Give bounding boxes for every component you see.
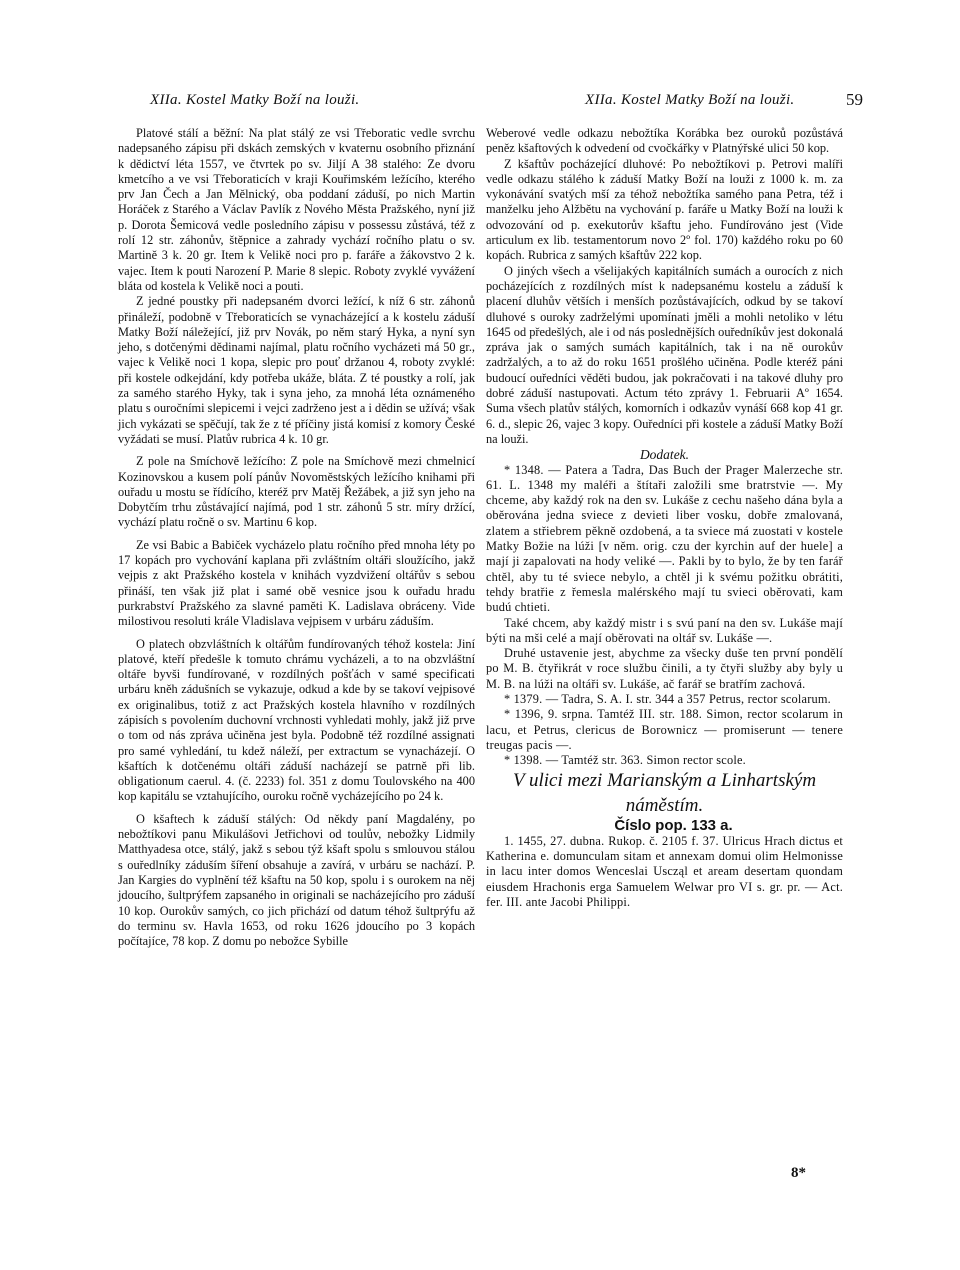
entry-1455: 1. 1455, 27. dubna. Rukop. č. 2105 f. 37. Ulricus Hrach dictus et Katherina e. domunculam sitam et annexam domui olim Helmonisse in lacu inter domos Wenceslai Uscząl et aream desertam quondam eiusdem Hrachonis erga Samuelem Welwar pro VI s. gr. pr. — Act. fer. III. ante Jacobi Philippi. (486, 833, 843, 909)
page-number: 59 (846, 90, 863, 109)
printer-signature-mark: 8* (791, 1165, 806, 1181)
paragraph-platy-oltare: O platech obzvláštních k oltářům fundírovaných téhož kostela: Jiní platové, kteří předešle k tomuto chrámu vycházeli, a to na obzvláštní oltáře byvši fundírované, v rozdílných pošťách v samé specificati urbáru kněh zádušních se vykazuje, odkud a kde by se takoví vejpisové ex originalibus, totiž z act Pražských kostela hlavního v rozdílných zápisích s povolením duchovní vrchnosti vyhledati mohly, jakž již prve o tom od nás zpráva učiněna jest byla. Podobně též rozdílné assignati pro samé vyhledání, tu kdež náleží, per extractum se vynacházejí. O kšaftích k dotčenému oltáři záduší nacházejí se patrně při lib. obligationum caerul. 4. (č. 2233) fol. 351 z domu Toulovského na 400 kop kapitálu se vztahujícího, ouroku ročně vycházejícího po 24 k. (118, 636, 475, 804)
paragraph-ksafty-stale: O kšaftech k záduší stálých: Od někdy paní Magdalény, po nebožtíkovi panu Mikulášovi Jetřichovi od toulův, nebožky Lidmily Matthyadesa otce, stálý, jakž s sebou týž kšaft spolu s smlouvou stálou s ouředlníky záduším šíření obsahuje a zavírá, v urbáru se nachází. P. Jan Kargies do vyplnění též kšaftu na 50 kop, spolu i s ourokem na něj jdoucího, šultprýfem zapsaného in originali se nacházejícího pro záduší 10 kop. Ourokův samých, co jich přichází od datum téhož šultprýfu až do terminu sv. Havla 1653, od roku 1626 jdoucího po 3 kopách počítajíce, 78 kop. Z domu po nebožce Sybille (118, 811, 475, 949)
left-running-title: XIIa. Kostel Matky Boží na louži. (150, 92, 360, 108)
entry-takze-chcem: Také chcem, aby každý mistr i s svú paní na den sv. Lukáše mají býti na mši celé a mají oběrovati na oltář sv. Lukáše —. (486, 615, 843, 645)
paragraph-platove-stali: Platové stálí a běžní: Na plat stálý ze vsi Třeboratic vedle svrchu nadepsaného zápisu při dskách zemských v kvaternu osobního přiznání k dědictví léta 1557, ve čtvrtek po sv. Jiljí A 38 stalého: Ze dvoru kmetcího a ve vsi Třeboraticích v kraji Kouřimském ležícího, kterého prv Jan Čech a Jan Mělnický, oba poddaní záduší, po nich Martin Horáček z Starého a Václav Pavlík z Nového Města Pražského, nyní již p. Dorota Šemicová vedle posledního zápisu v possessu zůstává, též z rolí 12 str. záhonův, štěpnice a zahrady vychází ročního platu o sv. Martině 3 k. 20 gr. Item k Velikě noci pro p. faráře a žákovstvo 2 k. vajec. Item k pouti Narození P. Marie 8 slepic. Roboty zvyklé vyvážení bláta od kostela k Velikě noci a pouti. (118, 126, 475, 293)
paragraph-poustka: Z jedné poustky při nadepsaném dvorci ležící, k níž 6 str. záhonů přináleží, podobně v Třeboraticích se vynacházející a k kostelu záduší Matky Boží náležející, již prv Novák, po něm starý Hyka, a nyní syn jeho, s dotčenými dědinami najímal, platu ročního vycházeti má 50 gr., vajec k Velikě noci 1 kopa, slepic pro pouť držanou 4, roboty zvyklé: při kostele odkejdání, kdy potřeba ukáže, bláta. Z té poustky a rolí, jak za samého starého Hyky, tak i syna jeho, za mnohá léta oznámeného platu s ouročními slepicemi i vejci zadrženo jest a i dědin se užívá; však jich vykázati se spěčují, tak že z té příčiny jistá komisí z komory České vyžádati se musí. Platův rubrica 4 k. 10 gr. (118, 294, 475, 446)
paragraph-babice: Ze vsi Babic a Babiček vycházelo platu ročního před mnoha léty po 17 kopách pro vychování kaplana při zvláštním oltáři sloužícího, jakž vejpis z akt Pražského kostela v knihách vyzdvižení oltářův s sebou přináší, ten však již plat i samé obě vesnice jsou k ouřadu hradu purkrabství Pražského za slavné paměti K. Ladislava obráceny. Vide milostivou resoluti krále Vladislava vejpisem v urbáru záduším. (118, 537, 475, 629)
entry-1396: * 1396, 9. srpna. Tamtéž III. str. 188. Simon, rector scolarum in lacu, et Petrus, clericus de Borownicz — promiserunt — tenere treugas pacis —. (486, 707, 843, 752)
paragraph-dluhove: Z kšaftův pocházející dluhové: Po nebožtíkovi p. Petrovi malíři vedle odkazu stálého k záduší Matky Boží na louži z 1000 k. m. za vykonávání svatých mší za téhož nebožtíka samého pana Petra, též i manželku jeho Alžbětu na vychování p. faráře u Matky Boží na louži k odvozování od p. exekutorův kšaftu jeho. Fundírováno jest (Vide articulum ex lib. testamentorum novo 2º fol. 170) každého roku po 60 kopách. Rubrica z samých kšaftův 222 kop. (486, 156, 843, 263)
paragraph-pole-smichov: Z pole na Smíchově ležícího: Z pole na Smíchově mezi chmelnicí Kozinovskou a kusem polí pánův Novoměstských ležícího knihami při ouřadu u mostu se řídícího, kteréž prv Matěj Řežábek, a již syn jeho na Dobytčím trhu zůstávající najímá, pod 1 str. záhonů 5 str. míry držící, vychází platu ročně o sv. Martinu 6 kop. (118, 454, 475, 530)
section-title: V ulici mezi Marianským a Linhartským náměstím. (512, 770, 817, 817)
left-column (118, 126, 475, 949)
paragraph-kapitalni-sumy: O jiných všech a všelijakých kapitálních sumách a ourocích z nich pocházejících z rozdílných míst k nadepsanému kostelu a záduší k placení dluhův větších i menších pozůstávajících, odkud by se takoví dluhové s ouroky zadrželými upomínati jměli a mohli netoliko v létu 1645 od předešlých, ale i od nás posledněјších ouředníkův jest dokonalá zpráva jak o samých sumách kapitálních, tak i na ně ourokův zadržalých, a to až do roku 1651 prošlého učiněna. Podle kteréž páni budoucí ouředníci věděti budou, jak pokračovati i na takové dluhy pro dobré záduší nastupovati. Actum této zprávy 1. Februarii Aº 1654. Suma všech platův stálých, komorních i odkazův vynáší 668 kop 41 gr. 6. d., slepic 26, vajec 3 kopy. Ouředníci při kostele a záduší Matky Boží na louži. (486, 263, 843, 446)
running-header (115, 90, 863, 114)
right-column (486, 126, 843, 910)
right-running-title: XIIa. Kostel Matky Boží na louži. (585, 92, 795, 108)
paragraph-weberove: Weberové vedle odkazu nebožtíka Korábka bez ouroků pozůstává peněz kšaftových k odvedení od cvočkářky v Platnýřské ulici 50 kop. (486, 126, 843, 156)
appendix-heading: Dodatek. (639, 447, 690, 463)
house-number-heading: Číslo pop. 133 a. (614, 817, 733, 835)
entry-1348: * 1348. — Patera a Tadra, Das Buch der Prager Malerzeche str. 61. L. 1348 my maléři a štítaři založili sme bratrstvie —. My chceme, aby každý rok na den sv. Lukáše z cechu našeho dána byla a oběrována jedna sviece z devieti liber vosku, dobře zmalovaná, zlatem a střiebrem pěkně ozdobená, a ta sviece má zuostati v kostele Matky Božie na lúži [v něm. orig. czu der kyrchin auf der huele] a mají ji zapalovati na hody veliké —. Pakli by to bylo, že by ten farář chtěl, aby tu té sviece nebylo, a chtěl ji k svému požitku obrátiti, tehdy bratřie z řemesla malérského mají tu svieci oběrovati, kam budú chtieti. (486, 462, 843, 615)
entry-1379: * 1379. — Tadra, S. A. I. str. 344 a 357 Petrus, rector scolarum. (504, 691, 831, 706)
entry-druhe-ustaveni: Druhé ustavenie jest, abychme za všecky duše ten první pondělí po M. B. čtyřikrát v roce službu činili, a ty čtyři služby aby byly u M. B. na lúži na oltáři sv. Lukáše, ač farář se bratřím zachová. (486, 646, 843, 691)
entry-1398: * 1398. — Tamtéž str. 363. Simon rector scole. (504, 753, 746, 768)
